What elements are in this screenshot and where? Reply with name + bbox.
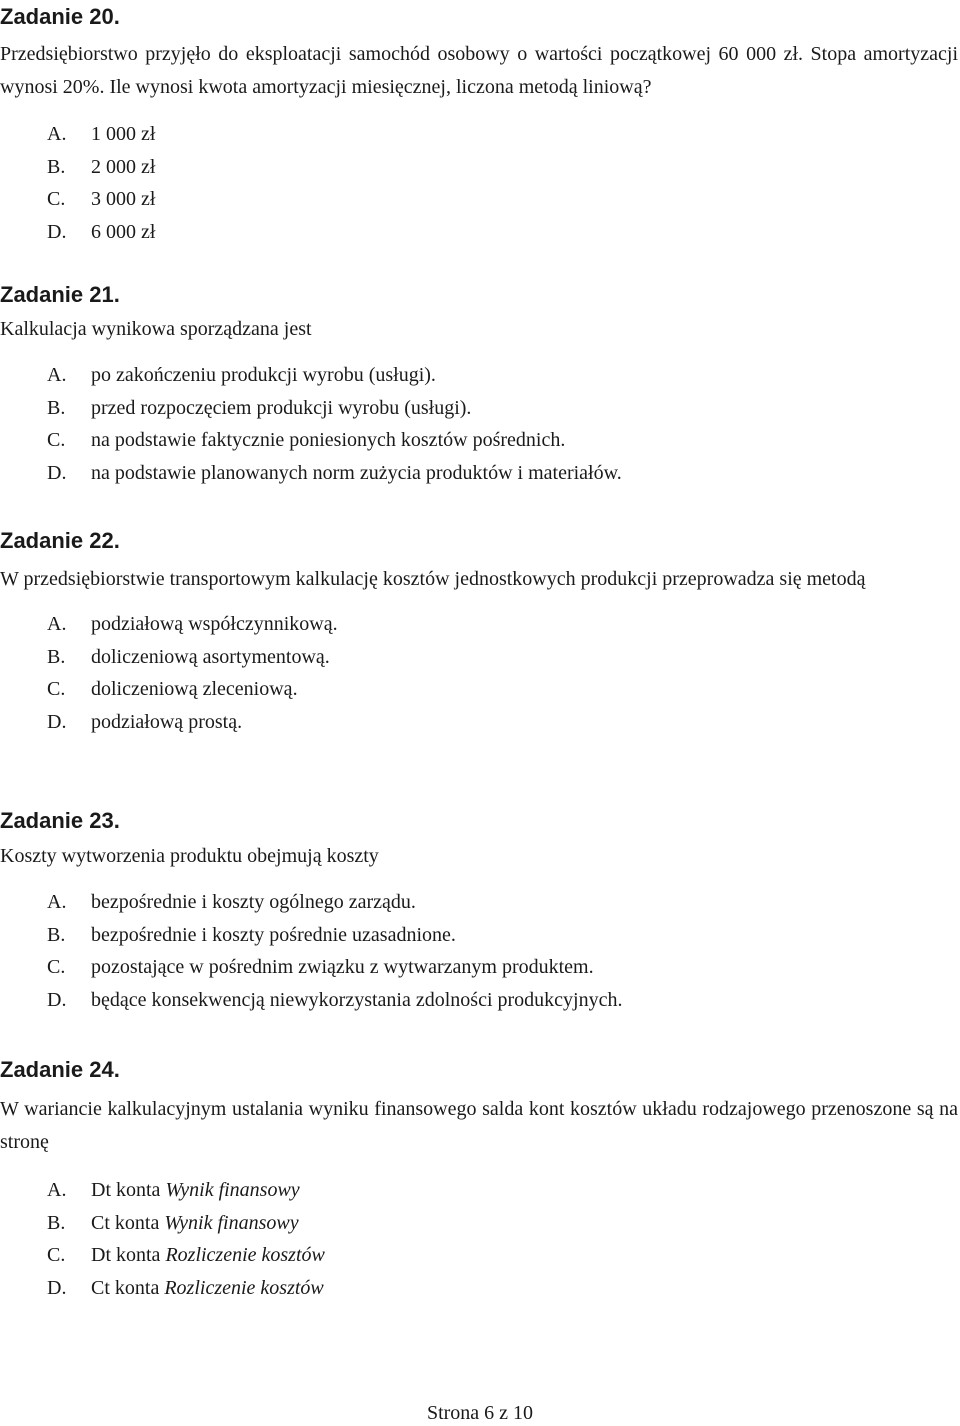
answer-prefix: Ct konta [91,1276,165,1299]
answer-text: na podstawie planowanych norm zużycia produktów i materiałów. [91,461,622,484]
answer-prefix: Dt konta [91,1244,166,1266]
answer-text: na podstawie faktycznie poniesionych kosztów pośrednich. [91,429,566,451]
answer-letter: D. [47,461,67,484]
task-21 [0,280,960,489]
answer-letter: C. [47,188,66,210]
account-name: Rozliczenie kosztów [164,1276,324,1299]
answer-letter: D. [47,710,67,733]
task-title: Zadanie 24. [0,1057,120,1082]
answer-text: przed rozpoczęciem produkcji wyrobu (usługi). [91,396,472,419]
answer-text: podziałową współczynnikową. [91,613,338,635]
answer-text: doliczeniową asortymentową. [91,645,330,668]
answer-letter: B. [47,1211,66,1234]
answer-text: 3 000 zł [91,188,156,210]
answer-option [0,919,960,952]
answer-letter: A. [47,891,67,913]
answer-letter: B. [47,155,66,178]
task-question: Przedsiębiorstwo przyjęło do eksploatacji samochód osobowy o wartości początkowej 60 000 zł. Stopa amortyzacji wynosi 20%. Ile wynosi kwota amortyzacji miesięcznej, liczona metodą liniową? [0,43,958,98]
answer-option [0,1239,960,1272]
task-title: Zadanie 23. [0,808,120,833]
answer-letter: B. [47,396,66,419]
answer-letter: A. [47,1179,67,1201]
answer-text [91,1239,325,1272]
account-name: Rozliczenie kosztów [165,1244,325,1266]
answer-letter: D. [47,220,67,243]
task-22 [0,526,960,738]
answer-letter: B. [47,645,66,668]
answer-option [0,886,960,919]
answer-text: po zakończeniu produkcji wyrobu (usługi). [91,364,436,386]
answer-text [91,1174,300,1207]
task-title: Zadanie 22. [0,528,120,553]
answer-option [0,392,960,425]
answer-letter: A. [47,123,67,145]
answer-text: pozostające w pośrednim związku z wytwarzanym produktem. [91,956,594,978]
answer-letter: D. [47,1276,67,1299]
answer-option [0,457,960,490]
task-24 [0,1055,960,1304]
task-title: Zadanie 21. [0,282,120,307]
task-question: W wariancie kalkulacyjnym ustalania wyniku finansowego salda kont kosztów układu rodzajowego przenoszone są na stronę [0,1098,958,1153]
answer-letter: C. [47,678,66,700]
answer-text: będące konsekwencją niewykorzystania zdolności produkcyjnych. [91,988,623,1011]
answer-prefix: Dt konta [91,1179,166,1201]
answer-list [0,118,960,248]
answer-option [0,183,960,216]
answer-option [0,118,960,151]
answer-letter: B. [47,923,66,946]
answer-text: bezpośrednie i koszty pośrednie uzasadnione. [91,923,456,946]
task-question: Koszty wytworzenia produktu obejmują koszty [0,845,379,867]
answer-list [0,886,960,1016]
answer-option [0,706,960,739]
answer-option [0,1272,960,1305]
answer-option [0,424,960,457]
task-question: W przedsiębiorstwie transportowym kalkulację kosztów jednostkowych produkcji przeprowadza się metodą [0,568,866,590]
answer-text: 6 000 zł [91,220,156,243]
task-23 [0,806,960,1016]
page-number: Strona 6 z 10 [426,1402,534,1424]
answer-option [0,641,960,674]
answer-option [0,608,960,641]
answer-text: 1 000 zł [91,123,156,145]
task-20 [0,2,960,248]
account-name: Wynik finansowy [164,1211,299,1234]
answer-text [91,1207,299,1240]
answer-letter: C. [47,956,66,978]
answer-letter: C. [47,1244,66,1266]
answer-letter: C. [47,429,66,451]
account-name: Wynik finansowy [165,1179,300,1201]
answer-option [0,951,960,984]
answer-list [0,1174,960,1304]
answer-option [0,359,960,392]
answer-list [0,608,960,738]
answer-option [0,1207,960,1240]
answer-text [91,1272,324,1305]
answer-text: podziałową prostą. [91,710,243,733]
answer-text: 2 000 zł [91,155,156,178]
answer-list [0,359,960,489]
answer-letter: D. [47,988,67,1011]
answer-letter: A. [47,364,67,386]
task-title: Zadanie 20. [0,4,120,29]
answer-option [0,673,960,706]
answer-option [0,1174,960,1207]
answer-text: bezpośrednie i koszty ogólnego zarządu. [91,891,416,913]
answer-option [0,984,960,1017]
answer-prefix: Ct konta [91,1211,165,1234]
answer-text: doliczeniową zleceniową. [91,678,298,700]
task-question: Kalkulacja wynikowa sporządzana jest [0,318,312,340]
answer-letter: A. [47,613,67,635]
answer-option [0,216,960,249]
answer-option [0,151,960,184]
